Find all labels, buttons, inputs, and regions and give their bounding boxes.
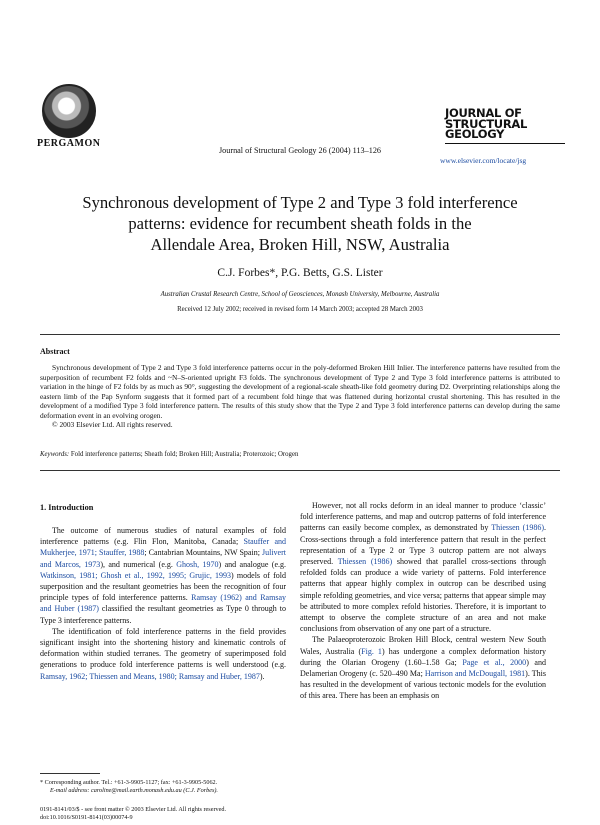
journal-logo <box>445 108 565 144</box>
citation-link[interactable]: Julivert and Marcos, 1973 <box>40 548 286 569</box>
citation-link[interactable]: Thiessen (1986) <box>491 523 545 533</box>
journal-logo-rule <box>445 143 565 144</box>
paragraph-text: ). This has resulted in the development of various tectonic models for the evolution of this area. There has been an emphasis on <box>300 669 547 701</box>
doi-line: doi:10.1016/S0191-8141(03)00074-9 <box>40 814 133 821</box>
citation-link[interactable]: Stauffer and Mukherjee, 1971; Stauffer, 1988 <box>40 537 287 558</box>
paragraph-text: ) and analogue (e.g. <box>218 559 286 569</box>
abstract-top-divider <box>40 334 560 335</box>
paragraph-text: showed that parallel cross-sections through refolded folds can produce a wide variety of patterns. Fold interference patterns that appear highly complex in outcrop can be described using simple refolding geometries, and vice versa; patterns that appear simple may be attributed to more complex refold histories. Therefore, it is important to attempt to observe the complete structure of an area and not make conclusions from observation of any one part of a structure. <box>300 557 547 634</box>
abstract-text: Synchronous development of Type 2 and Type 3 fold interference patterns occur in the poly-deformed Broken Hill Inlier. The interference patterns have resulted from the superposition of recumbent F2 folds and ~N–S-oriented upright F3 folds. The synchronous development of Type 2 and Type 3 fold interference patterns is attributed to variation in the hinge of F2 folds by as much as 90°, suggesting the development of a regional-scale sheath-like fold geometry during D2. Overprinting relationships along the eastern limb of the Pap Synform suggests that it formed part of a recumbent fold hinge that was flattened during horizontal crustal shortening. This has resulted in the development of a modified Type 3 fold interference pattern. The results of this study show that the Type 2 and Type 3 fold interference patterns can develop during the same deformation event in an evolving orogen. <box>40 363 560 420</box>
title-line-1: Synchronous development of Type 2 and Type 3 fold interference <box>82 193 518 212</box>
paragraph-text: ) models of fold superposition and the resultant geometries has been the recognition of four principle types of fold interference patterns. <box>40 570 287 603</box>
footnote-rule <box>40 773 100 774</box>
journal-url-link[interactable]: www.elsevier.com/locate/jsg <box>440 156 527 165</box>
footnote-line-2: E-mail address: caroline@mail.earth.monash.edu.au (C.J. Forbes). <box>50 787 218 794</box>
received-dates: Received 12 July 2002; received in revised form 14 March 2003; accepted 28 March 2003 <box>177 306 423 313</box>
article-title <box>40 192 560 255</box>
paragraph-2 <box>40 626 286 682</box>
citation-link[interactable]: Thiessen (1986) <box>337 557 393 567</box>
citation-link[interactable]: Fig. 1 <box>361 646 382 656</box>
publisher-logo-emblem <box>42 84 96 138</box>
paragraph-text: ), and numerical (e.g. <box>100 559 177 569</box>
citation-link[interactable]: Ramsay, 1962; Thiessen and Means, 1980; Ramsay and Huber, 1987 <box>40 671 260 681</box>
journal-logo-line-1: JOURNAL OF <box>445 106 522 120</box>
abstract-heading: Abstract <box>40 347 70 356</box>
title-line-3: Allendale Area, Broken Hill, NSW, Australia <box>150 235 450 254</box>
affiliation: Australian Crustal Research Centre, School of Geosciences, Monash University, Melbourne, Australia <box>160 291 440 298</box>
publisher-name: PERGAMON <box>37 138 101 149</box>
paragraph-text: ). <box>259 671 265 681</box>
paragraph-4 <box>300 634 546 701</box>
journal-citation: Journal of Structural Geology 26 (2004) 113–126 <box>218 146 382 155</box>
title-line-2: patterns: evidence for recumbent sheath folds in the <box>128 214 472 233</box>
left-column <box>40 525 286 682</box>
paragraph-text: . Cross-sections through a fold interference pattern that result in the perfect representation of a Type 2 or Type 3 outcrop pattern are not always preserved. <box>300 523 547 567</box>
paragraph-text: classified the resultant geometries as Type 0 through to Type 3 interference patterns. <box>40 604 286 625</box>
section-title: 1. Introduction <box>40 503 94 512</box>
paragraph-3 <box>300 500 546 634</box>
footnote <box>40 779 300 795</box>
keywords <box>40 451 298 458</box>
keywords-text: Fold interference patterns; Sheath fold; Broken Hill; Australia; Proterozoic; Orogen <box>70 451 299 458</box>
authors: C.J. Forbes*, P.G. Betts, G.S. Lister <box>217 267 383 279</box>
issn-line: 0191-8141/03/$ - see front matter © 2003 Elsevier Ltd. All rights reserved. <box>40 806 226 813</box>
journal-logo-line-3: GEOLOGY <box>445 127 505 141</box>
citation-link[interactable]: Page et al., 2000 <box>462 657 527 667</box>
citation-link[interactable]: Ghosh, 1970 <box>176 559 219 569</box>
citation-link[interactable]: Watkinson, 1981; Ghosh et al., 1992, 1995; Grujic, 1993 <box>40 570 232 580</box>
paragraph-text: ) has undergone a complex deformation history during the Olarian Orogeny (1.60–1.58 Ga; <box>300 646 547 667</box>
citation-link[interactable]: Harrison and McDougall, 1981 <box>424 669 526 679</box>
paragraph-text: ) and Delamerian Orogeny (c. 520–490 Ma; <box>300 657 546 679</box>
issn-block <box>40 806 340 822</box>
abstract-body <box>40 363 560 430</box>
footnote-line-1: * Corresponding author. Tel.: +61-3-9905-1127; fax: +61-3-9905-5062. <box>40 779 218 786</box>
paragraph-text: The identification of fold interference patterns in the field provides significant insight into the shortening history and kinematic controls of deformation within studied terranes. The geometry of superimposed fold generations to produce fold interference patterns is well understood (e.g. <box>40 626 286 670</box>
citation-link[interactable]: Ramsay (1962) and Ramsay and Huber (1987) <box>40 593 286 614</box>
abstract-bottom-divider <box>40 470 560 471</box>
paragraph-text: The outcome of numerous studies of natural examples of fold interference patterns (e.g. Flin Flon, Manitoba, Canada; <box>40 526 286 547</box>
paragraph-text: However, not all rocks deform in an ideal manner to produce ‘classic’ fold interference patterns, and map and outcrop patterns of fold interference patterns can easily become complex, as demonstrated by <box>300 501 546 533</box>
journal-logo-line-2: STRUCTURAL <box>445 116 528 131</box>
abstract-copyright: © 2003 Elsevier Ltd. All rights reserved. <box>52 420 173 429</box>
paragraph-text: The Palaeoproterozoic Broken Hill Block, central western New South Wales, Australia ( <box>300 635 546 656</box>
keywords-label: Keywords: <box>40 451 70 458</box>
paragraph-text: ; Cantabrian Mountains, NW Spain; <box>144 548 262 558</box>
paragraph-1 <box>40 525 286 626</box>
right-column <box>300 500 546 702</box>
